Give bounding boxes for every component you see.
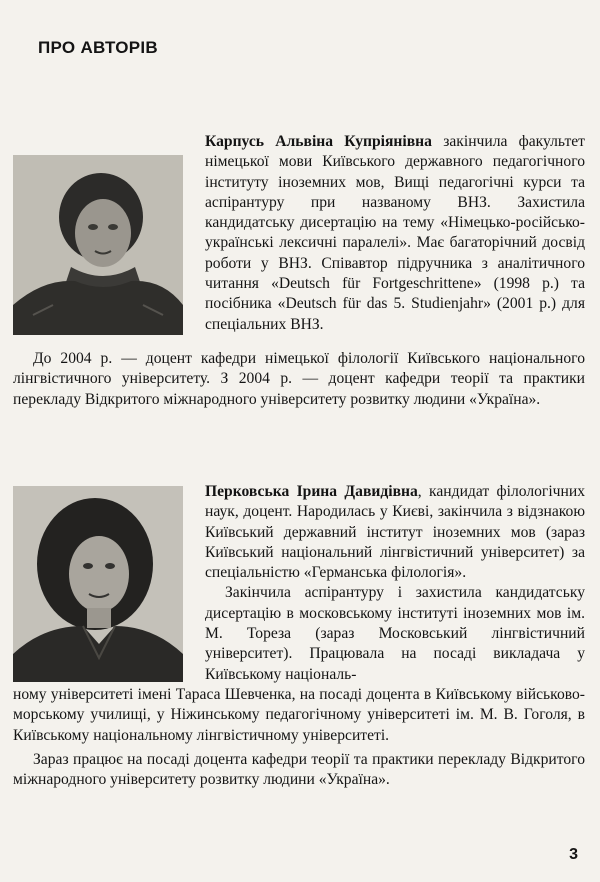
bio-paragraph: Закінчила аспірантуру і захистила кандидатську дисертацію в московському інституті іноземних мов ім. М. Тореза (зараз Московський лінгвістичний університет). Працювала на посаді викладача у Київському національ- — [205, 584, 585, 683]
bio-text: , кандидат філологічних наук, доцент. Народилась у Києві, закінчила з відзнакою Київський державний інститут іноземних мов (зараз Київський національний лінгвістичний університет) за спеціальністю «Германська філологія». — [205, 483, 585, 582]
author-bio-karpus-side — [205, 132, 585, 335]
author-name: Карпусь Альвіна Купріянівна — [205, 133, 432, 150]
author-bio-karpus-full — [13, 349, 585, 410]
bio-paragraph: До 2004 р. — доцент кафедри німецької філології Київського національного лінгвістичного університету. З 2004 р. — доцент кафедри теорії та практики перекладу Відкритого міжнародного університету розвитку людини «Україна». — [13, 350, 585, 408]
bio-paragraph: Зараз працює на посаді доцента кафедри теорії та практики перекладу Відкритого міжнародного університету розвитку людини «Україна». — [13, 750, 585, 789]
bio-paragraph: ному університеті імені Тараса Шевченка, на посаді доцента в Київському військово-морському училищі, у Ніжинському педагогічному університеті ім. М. В. Гоголя, в Київському національному лінгвістичному університеті. — [13, 686, 585, 744]
portrait-image — [13, 486, 183, 682]
author-photo-perkovska — [13, 486, 183, 682]
page-number: 3 — [569, 846, 578, 863]
author-bio-perkovska-full — [13, 685, 585, 790]
author-photo-karpus — [13, 155, 183, 335]
portrait-image — [13, 155, 183, 335]
bio-text: закінчила факультет німецької мови Київського державного педагогічного інституту іноземних мов, Вищі педагогічні курси та аспірантуру при названому ВНЗ. Захистила кандидатську дисертацію на тему «Німецько-російсько-українські лексичні паралелі». Має багаторічний досвід роботи у ВНЗ. Співавтор підручника з аналітичного читання «Deutsch für Fortgeschrittene» (1998 р.) та посібника «Deutsch für das 5. Studienjahr» (2001 р.) для спеціальних ВНЗ. — [205, 133, 585, 333]
author-bio-perkovska-side — [205, 482, 585, 685]
section-heading: ПРО АВТОРІВ — [38, 38, 159, 57]
author-name: Перковська Ірина Давидівна — [205, 483, 418, 500]
